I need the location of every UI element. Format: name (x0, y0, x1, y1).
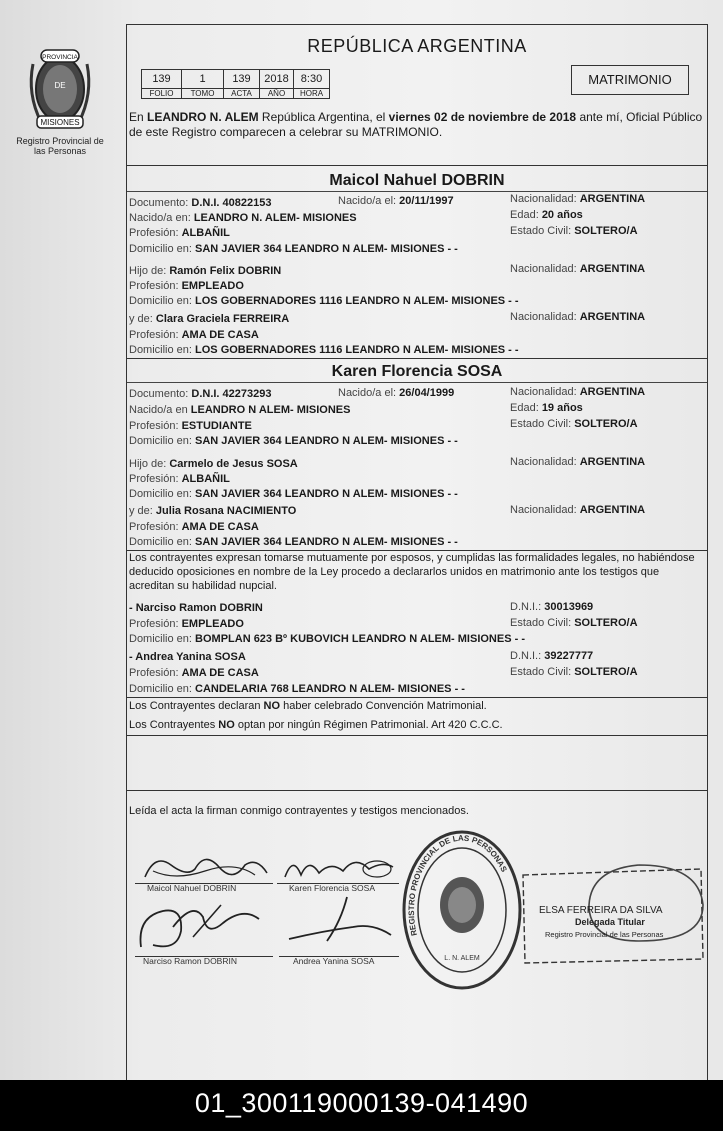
value: CANDELARIA 768 LEANDRO N ALEM- MISIONES - - (195, 683, 465, 695)
value: ARGENTINA (579, 193, 646, 205)
label: Documento: (129, 197, 189, 209)
label: Nacido/a el: (338, 387, 397, 399)
label: Edad: (510, 402, 539, 414)
meta-label-ano: AÑO (260, 89, 294, 99)
value: LOS GOBERNADORES 1116 LEANDRO N ALEM- MISIONES - - (195, 295, 519, 307)
value: AMA DE CASA (181, 329, 259, 341)
witness1-civil-status (510, 617, 638, 630)
witness2-name (129, 651, 246, 664)
spouse1-civil-status (510, 225, 638, 238)
label: Nacionalidad: (510, 456, 577, 468)
label: Nacido/a el: (338, 195, 397, 207)
note-text: optan por ningún Régimen Patrimonial. Art 420 C.C.C. (234, 719, 503, 731)
value: LOS GOBERNADORES 1116 LEANDRO N ALEM- MISIONES - - (195, 344, 519, 356)
value: SOLTERO/A (574, 617, 638, 629)
spouse2-name: Karen Florencia SOSA (331, 363, 503, 380)
value: ALBAÑIL (181, 473, 230, 485)
spouse1-birth (338, 195, 454, 208)
officer-title: Delegada Titular (575, 917, 645, 927)
intro-place: LEANDRO N. ALEM (147, 110, 259, 124)
value: ARGENTINA (579, 456, 646, 468)
value: SAN JAVIER 364 LEANDRO N ALEM- MISIONES - - (195, 488, 458, 500)
value: 19 años (541, 402, 583, 414)
meta-label-hora: HORA (294, 89, 330, 99)
officer-stamp (519, 855, 705, 973)
spouse1-father-profession (129, 280, 244, 293)
meta-label-acta: ACTA (224, 89, 260, 99)
seal-bottom-text: L. N. ALEM (444, 955, 480, 962)
note-text: Los Contrayentes (129, 719, 219, 731)
spouse1-age (510, 209, 583, 222)
spouse1-nationality (510, 193, 645, 206)
value: SAN JAVIER 364 LEANDRO N ALEM- MISIONES - - (195, 243, 458, 255)
meta-value-acta: 139 (224, 70, 260, 89)
meta-value-folio: 139 (142, 70, 182, 89)
page-title: REPÚBLICA ARGENTINA (307, 36, 527, 56)
label: Profesión: (129, 473, 179, 485)
value: 26/04/1999 (399, 387, 455, 399)
label: D.N.I.: (510, 601, 542, 613)
meta-label-folio: FOLIO (142, 89, 182, 99)
label: y de: (129, 313, 153, 325)
witness1-address (129, 633, 525, 646)
value: BOMPLAN 623 Bº KUBOVICH LEANDRO N ALEM- MISIONES - - (195, 633, 525, 645)
spouse1-father (129, 265, 281, 278)
intro-date: viernes 02 de noviembre de 2018 (388, 110, 577, 124)
label: Estado Civil: (510, 617, 572, 629)
spouse2-mother-nationality (510, 504, 645, 517)
label: Edad: (510, 209, 539, 221)
spouse1-father-address (129, 295, 519, 308)
label: Estado Civil: (510, 666, 572, 678)
spouse2-birthplace (129, 404, 351, 417)
spouse1-mother-profession (129, 329, 259, 342)
declaration-paragraph: Los contrayentes expresan tomarse mutuamente por esposos, y cumplidas las formalidades legales, no habiéndose deducido oposiciones en nombre de la Ley procedo a declararlos unidos en matrimonio ante los testigos que acreditan su habilidad nupcial. (129, 552, 695, 592)
signature-label-maicol: Maicol Nahuel DOBRIN (147, 883, 237, 893)
spouse2-age (510, 402, 583, 415)
spouse2-father-nationality (510, 456, 645, 469)
value: EMPLEADO (181, 618, 244, 630)
seal-circle-path-text: REGISTRO PROVINCIAL DE LAS PERSONAS (406, 833, 509, 937)
witness2-profession (129, 667, 259, 680)
note-emphasis: NO (218, 719, 235, 731)
spouse1-mother-address (129, 344, 519, 357)
value: 39227777 (544, 650, 594, 662)
label: Domicilio en: (129, 633, 192, 645)
value: EMPLEADO (181, 280, 244, 292)
label: Estado Civil: (510, 418, 572, 430)
spouse2-mother (129, 505, 296, 518)
label: Nacionalidad: (510, 386, 577, 398)
signature-andrea (283, 891, 403, 953)
spouse1-mother-nationality (510, 311, 645, 324)
divider (127, 165, 707, 166)
label: Profesión: (129, 329, 179, 341)
label: Domicilio en: (129, 295, 192, 307)
note-emphasis: NO (263, 700, 281, 712)
meta-label-tomo: TOMO (182, 89, 224, 99)
spouse2-mother-profession (129, 521, 259, 534)
province-emblem-icon (23, 44, 97, 132)
value: AMA DE CASA (181, 521, 259, 533)
spouse1-birthplace (129, 212, 357, 225)
meta-value-tomo: 1 (182, 70, 224, 89)
intro-paragraph (129, 110, 707, 140)
value: 20 años (541, 209, 583, 221)
marriage-certificate (126, 24, 708, 1080)
label: Profesión: (129, 280, 179, 292)
divider (127, 735, 707, 736)
divider (127, 790, 707, 791)
spouse2-document (129, 388, 272, 401)
label: Nacionalidad: (510, 193, 577, 205)
emblem-top-text: PROVINCIA (42, 54, 78, 61)
intro-prefix: En (129, 110, 148, 124)
witness1-dni (510, 601, 593, 614)
value: LEANDRO N ALEM- MISIONES (190, 404, 351, 416)
signature-label-narciso: Narciso Ramon DOBRIN (143, 956, 237, 966)
spouse2-birth (338, 387, 454, 400)
label: D.N.I.: (510, 650, 542, 662)
value: SOLTERO/A (574, 666, 638, 678)
label: Hijo de: (129, 458, 167, 470)
label: Domicilio en: (129, 243, 192, 255)
meta-value-ano: 2018 (260, 70, 294, 89)
witness2-address (129, 683, 465, 696)
value: Julia Rosana NACIMIENTO (155, 505, 297, 517)
record-meta-table (141, 69, 330, 99)
label: Domicilio en: (129, 488, 192, 500)
spouse1-address (129, 243, 458, 256)
label: Estado Civil: (510, 225, 572, 237)
signature-label-andrea: Andrea Yanina SOSA (293, 956, 375, 966)
registry-caption: Registro Provincial de las Personas (16, 136, 104, 156)
value: Clara Graciela FERREIRA (155, 313, 290, 325)
spouse2-father (129, 458, 298, 471)
value: 20/11/1997 (399, 195, 454, 207)
meta-value-hora: 8:30 (294, 70, 330, 89)
label: Nacionalidad: (510, 311, 577, 323)
official-round-seal (397, 825, 527, 995)
label: Nacido/a en (129, 404, 188, 416)
spouse2-mother-address (129, 536, 458, 549)
value: - Narciso Ramon DOBRIN (129, 602, 263, 614)
value: SAN JAVIER 364 LEANDRO N ALEM- MISIONES - - (195, 435, 458, 447)
label: Profesión: (129, 667, 179, 679)
value: Ramón Felix DOBRIN (169, 265, 282, 277)
value: ARGENTINA (579, 386, 646, 398)
spouse1-father-nationality (510, 263, 645, 276)
signature-narciso (133, 897, 273, 957)
emblem-bottom-text: MISIONES (40, 118, 80, 127)
intro-suffix: ante mí, Oficial Público de este Registro comparecen a celebrar su MATRIMONIO. (129, 110, 703, 139)
divider (127, 697, 707, 698)
notes-convention (129, 700, 487, 713)
label: Domicilio en: (129, 683, 192, 695)
value: D.N.I. 42273293 (191, 388, 272, 400)
scan-footer-code: 01_300119000139-041490 (0, 1080, 723, 1131)
closing-text: Leída el acta la firman conmigo contrayentes y testigos mencionados. (129, 805, 469, 817)
intro-middle: República Argentina, el (258, 110, 389, 124)
divider (127, 358, 707, 359)
value: ALBAÑIL (181, 227, 230, 239)
officer-org: Registro Provincial de las Personas (545, 930, 664, 939)
label: Profesión: (129, 521, 179, 533)
label: Domicilio en: (129, 435, 192, 447)
notes-regime (129, 719, 503, 732)
label: Domicilio en: (129, 536, 192, 548)
value: D.N.I. 40822153 (191, 197, 272, 209)
act-type-box: MATRIMONIO (571, 65, 689, 95)
value: AMA DE CASA (181, 667, 259, 679)
spouse1-name: Maicol Nahuel DOBRIN (329, 172, 505, 189)
spouse2-address (129, 435, 458, 448)
note-text: Los Contrayentes declaran (129, 700, 264, 712)
spouse1-document (129, 197, 272, 210)
value: - Andrea Yanina SOSA (129, 651, 246, 663)
signature-karen (279, 847, 399, 887)
spouse1-mother (129, 313, 289, 326)
label: Profesión: (129, 227, 179, 239)
label: Profesión: (129, 618, 179, 630)
label: Nacionalidad: (510, 263, 577, 275)
witness1-profession (129, 618, 244, 631)
witness2-civil-status (510, 666, 638, 679)
divider (127, 191, 707, 192)
value: ARGENTINA (579, 504, 646, 516)
registry-logo (14, 44, 106, 156)
value: ARGENTINA (579, 311, 646, 323)
label: y de: (129, 505, 153, 517)
spouse2-father-address (129, 488, 458, 501)
spouse2-nationality (510, 386, 645, 399)
value: SAN JAVIER 364 LEANDRO N ALEM- MISIONES - - (195, 536, 458, 548)
officer-name: ELSA FERREIRA DA SILVA (539, 905, 663, 916)
spouse2-father-profession (129, 473, 230, 486)
label: Documento: (129, 388, 189, 400)
value: ARGENTINA (579, 263, 646, 275)
signature-maicol (135, 847, 275, 887)
value: LEANDRO N. ALEM- MISIONES (193, 212, 357, 224)
label: Nacido/a en: (129, 212, 191, 224)
label: Profesión: (129, 420, 179, 432)
note-text: haber celebrado Convención Matrimonial. (280, 700, 487, 712)
spouse1-profession (129, 227, 230, 240)
spouse2-civil-status (510, 418, 638, 431)
closing-statement (129, 805, 469, 818)
label: Nacionalidad: (510, 504, 577, 516)
signature-label-karen: Karen Florencia SOSA (289, 883, 375, 893)
witness1-name (129, 602, 263, 615)
witness2-dni (510, 650, 593, 663)
value: SOLTERO/A (574, 418, 638, 430)
label: Domicilio en: (129, 344, 192, 356)
label: Hijo de: (129, 265, 167, 277)
value: Carmelo de Jesus SOSA (169, 458, 298, 470)
divider (127, 382, 707, 383)
value: SOLTERO/A (574, 225, 638, 237)
value: 30013969 (544, 601, 594, 613)
value: ESTUDIANTE (181, 420, 252, 432)
spouse2-profession (129, 420, 252, 433)
emblem-mid-text: DE (54, 81, 66, 90)
